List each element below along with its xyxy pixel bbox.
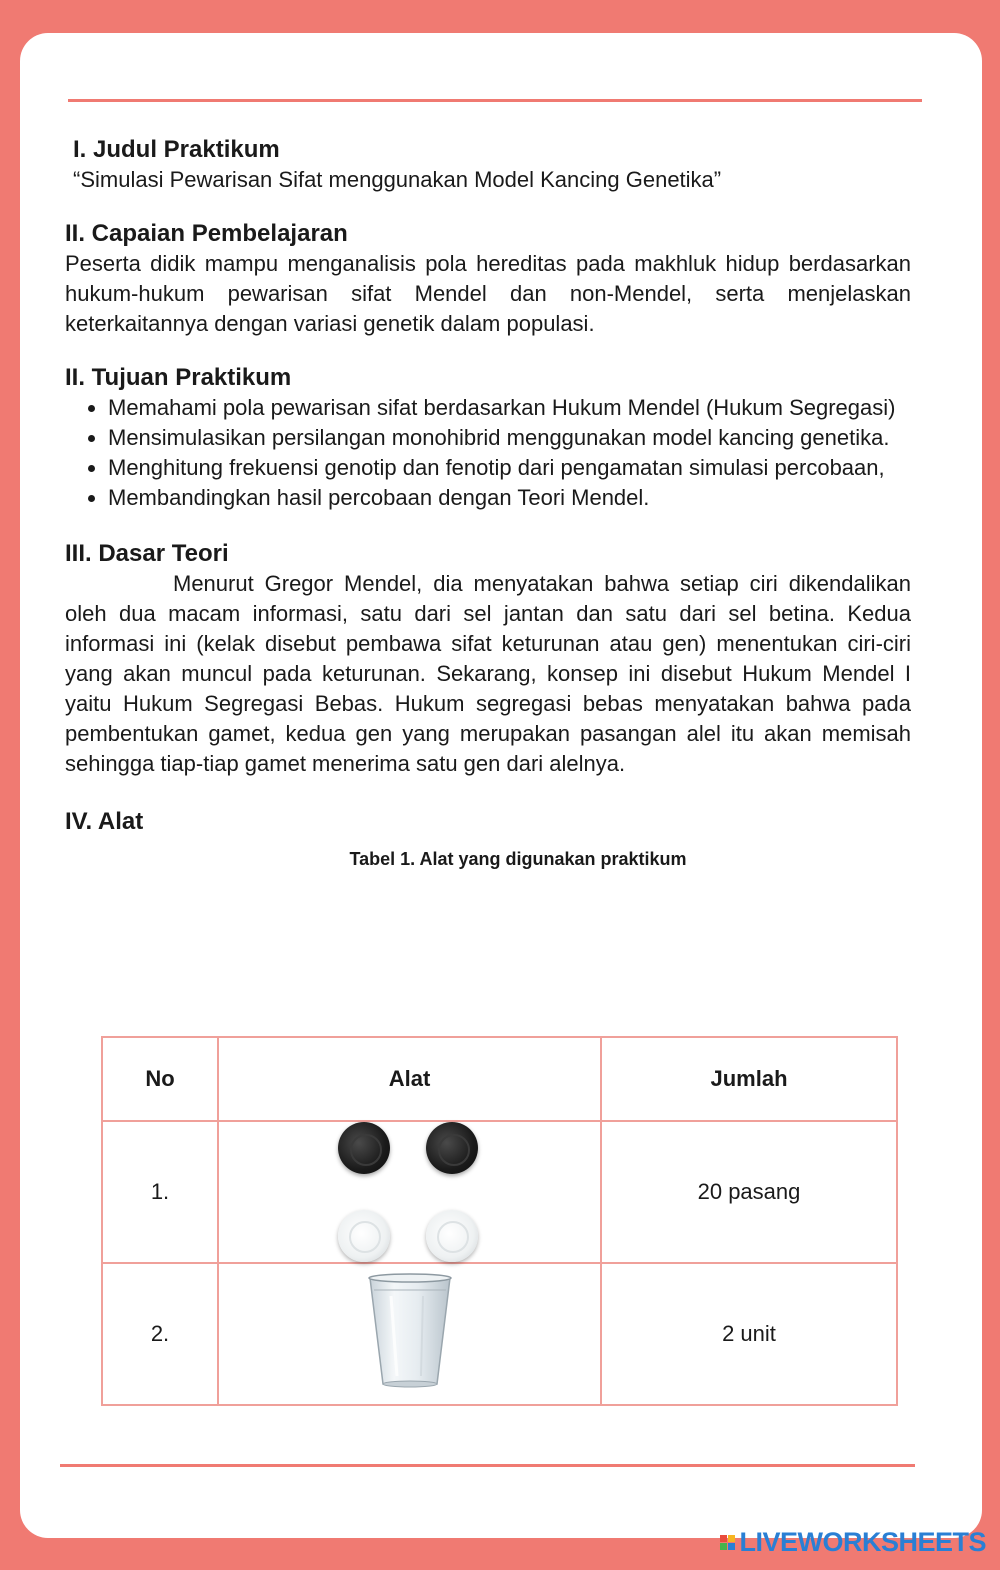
cell-jumlah: 20 pasang: [601, 1121, 897, 1263]
cell-no: 1.: [102, 1121, 218, 1263]
column-header-no: No: [102, 1037, 218, 1121]
dark-button-icon: [338, 1122, 390, 1174]
brand-name: LIVEWORKSHEETS: [739, 1527, 986, 1557]
section-text: “Simulasi Pewarisan Sifat menggunakan Model Kancing Genetika”: [73, 167, 722, 192]
objective-list: [65, 393, 911, 513]
genetic-buttons-image: [338, 1122, 482, 1262]
section-text: Peserta didik mampu menganalisis pola hereditas pada makhluk hidup berdasarkan hukum-hukum pewarisan sifat Mendel dan non-Mendel, serta menjelaskan keterkaitannya dengan variasi genetik dalam populasi.: [65, 251, 911, 336]
top-divider: [68, 99, 922, 102]
equipment-table: [101, 1036, 898, 1406]
section-heading: IV. Alat: [65, 808, 144, 835]
white-button-icon: [426, 1210, 478, 1262]
section-text: Menurut Gregor Mendel, dia menyatakan bahwa setiap ciri dikendalikan oleh dua macam informasi, satu dari sel jantan dan satu dari sel betina. Kedua informasi ini (kelak disebut pembawa sifat keturunan atau gen) menentukan ciri-ciri yang akan muncul pada keturunan. Sekarang, konsep ini disebut Hukum Mendel I yaitu Hukum Segregasi Bebas. Hukum segregasi bebas menyatakan bahwa pada pembentukan gamet, kedua gen yang merupakan pasangan alel itu akan memisah sehingga tiap-tiap gamet menerima satu gen dari alelnya.: [65, 571, 911, 776]
section-judul: [65, 135, 911, 195]
cell-no: 2.: [102, 1263, 218, 1405]
list-item: • Memahami pola pewarisan sifat berdasarkan Hukum Mendel (Hukum Segregasi): [108, 393, 911, 423]
page-card: [20, 33, 982, 1538]
dark-button-icon: [426, 1122, 478, 1174]
section-capaian: [65, 219, 911, 339]
bottom-divider: [60, 1464, 915, 1467]
white-button-icon: [338, 1210, 390, 1262]
section-heading: II. Tujuan Praktikum: [65, 364, 292, 391]
section-heading: I. Judul Praktikum: [73, 136, 280, 163]
list-item: • Mensimulasikan persilangan monohibrid menggunakan model kancing genetika.: [108, 423, 911, 453]
table-row: [102, 1121, 897, 1263]
column-header-jumlah: Jumlah: [601, 1037, 897, 1121]
list-item: • Membandingkan hasil percobaan dengan Teori Mendel.: [108, 483, 911, 513]
liveworksheets-logo[interactable]: [720, 1527, 986, 1558]
table-row: [102, 1263, 897, 1405]
list-item: • Menghitung frekuensi genotip dan fenotip dari pengamatan simulasi percobaan,: [108, 453, 911, 483]
column-header-alat: Alat: [218, 1037, 601, 1121]
section-heading: III. Dasar Teori: [65, 540, 229, 567]
document-content: [65, 135, 911, 871]
table-header-row: [102, 1037, 897, 1121]
plastic-cup-icon: [365, 1272, 455, 1390]
section-tujuan: [65, 363, 911, 513]
cell-alat: [218, 1121, 601, 1263]
section-dasar-teori: [65, 539, 911, 779]
cell-alat: [218, 1263, 601, 1405]
cell-jumlah: 2 unit: [601, 1263, 897, 1405]
section-heading: II. Capaian Pembelajaran: [65, 220, 348, 247]
table-caption: Tabel 1. Alat yang digunakan praktikum: [349, 849, 687, 869]
liveworksheets-logo-icon: [720, 1535, 735, 1550]
section-alat: [65, 807, 911, 871]
